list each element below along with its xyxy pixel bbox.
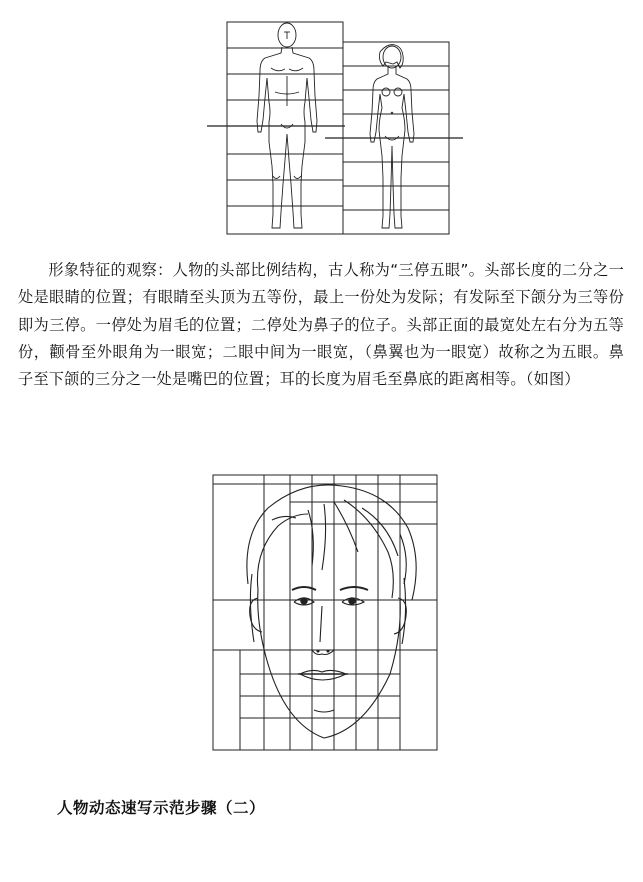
female-figure-drawing: [370, 45, 414, 228]
section-heading: 人物动态速写示范步骤（二）: [57, 799, 266, 817]
face-grid-verticals: [240, 475, 400, 750]
face-drawing: [247, 485, 416, 738]
body-proportion-figure: [205, 16, 467, 238]
face-proportion-figure: [212, 474, 438, 752]
body-paragraph: 形象特征的观察：人物的头部比例结构，古人称为“三停五眼”。头部长度的二分之一处是眼睛的位置；有眼睛至头顶为五等份，最上一份处为发际；有发际至下颌分为三等份即为三停。一停处为眉毛的位置；二停处为鼻子的位子。头部正面的最宽处左右分为五等份，颧骨至外眼角为一眼宽；二眼中间为一眼宽，（鼻翼也为一眼宽）故称之为五眼。鼻子至下颌的三分之一处是嘴巴的位置；耳的长度为眉毛至鼻底的距离相等。（如图）: [18, 261, 624, 389]
